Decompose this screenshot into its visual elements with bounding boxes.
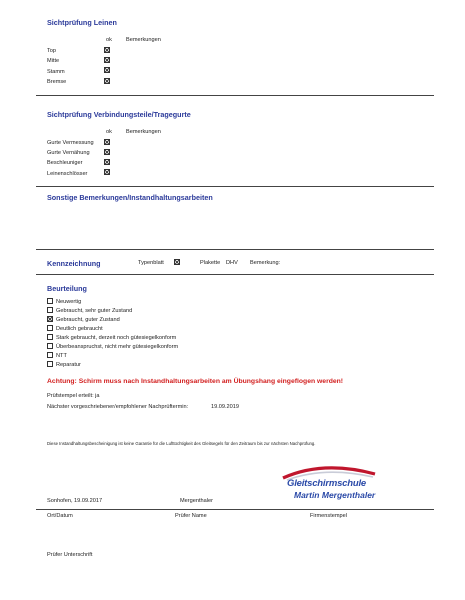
pruefer-unterschrift-label: Prüfer Unterschrift — [47, 552, 93, 558]
place-date-value: Sonhofen, 19.09.2017 — [47, 498, 103, 504]
pruefstempel-text: Prüfstempel erteilt: ja — [47, 393, 100, 399]
leinenschloesser-checkbox[interactable] — [104, 169, 110, 175]
leinen-item-label: Top — [47, 48, 57, 54]
leinen-bremse-checkbox[interactable] — [104, 78, 110, 84]
deutlich-gebraucht-checkbox[interactable] — [47, 325, 53, 331]
plakette-label: Plakette — [200, 260, 221, 266]
beurteilung-option-label: Überbeanspruchst, nicht mehr gütesiegelkonform — [56, 344, 179, 350]
verbindung-item-label: Gurte Vermessung — [47, 140, 94, 146]
sehr-guter-zustand-checkbox[interactable] — [47, 307, 53, 313]
beurteilung-option-label: Neuwertig — [56, 299, 82, 305]
leinen-top-checkbox[interactable] — [104, 47, 110, 53]
pruefer-name-value: Mergenthaler — [180, 498, 213, 504]
guter-zustand-checkbox[interactable] — [47, 316, 53, 322]
verbindung-item-label: Leinenschlösser — [47, 171, 88, 177]
warning-text: Achtung: Schirm muss nach Instandhaltungsarbeiten am Übungshang eingeflogen werden! — [47, 378, 344, 385]
stark-gebraucht-checkbox[interactable] — [47, 334, 53, 340]
logo-text-line1: Gleitschirmschule — [287, 478, 366, 489]
signature-line — [36, 509, 434, 510]
gurte-vernaehung-checkbox[interactable] — [104, 149, 110, 155]
disclaimer-text: Diese Instandhaltungsbescheinigung ist keine Garantie für die Lufttüchtigkeit des Gleitsegels für den Zeitraum bis zur nächsten Nachprüfung. — [47, 441, 316, 446]
school-logo — [277, 462, 381, 502]
column-ok-label: ok — [106, 37, 112, 43]
ntt-checkbox[interactable] — [47, 352, 53, 358]
leinen-item-label: Mitte — [47, 58, 60, 64]
verbindung-item-label: Beschleuniger — [47, 160, 83, 166]
typenblatt-checkbox[interactable] — [174, 259, 180, 265]
section-title-beurteilung: Beurteilung — [47, 284, 87, 293]
typenblatt-label: Typenblatt — [138, 260, 164, 266]
beurteilung-option-label: NTT — [56, 353, 67, 359]
ueberbeansprucht-checkbox[interactable] — [47, 343, 53, 349]
ort-datum-label: Ort/Datum — [47, 513, 73, 519]
column-ok-label: ok — [106, 129, 112, 135]
neuwertig-checkbox[interactable] — [47, 298, 53, 304]
section-title-verbindung: Sichtprüfung Verbindungsteile/Tragegurte — [47, 110, 191, 119]
logo-text-line2: Martin Mergenthaler — [294, 490, 376, 500]
verbindung-item-label: Gurte Vernähung — [47, 150, 90, 156]
naechster-termin-date: 19.09.2019 — [211, 404, 239, 410]
leinen-stamm-checkbox[interactable] — [104, 67, 110, 73]
beurteilung-option-label: Stark gebraucht, derzeit noch gütesiegelkonform — [56, 335, 177, 341]
column-remarks-label: Bemerkungen — [126, 37, 161, 43]
beurteilung-option-label: Deutlich gebraucht — [56, 326, 103, 332]
pruefer-name-label: Prüfer Name — [175, 513, 207, 519]
bemerkung-label: Bemerkung: — [250, 260, 281, 266]
beschleuniger-checkbox[interactable] — [104, 159, 110, 165]
section-title-kennzeichnung: Kennzeichnung — [47, 259, 101, 268]
column-remarks-label: Bemerkungen — [126, 129, 161, 135]
gurte-vermessung-checkbox[interactable] — [104, 139, 110, 145]
divider — [36, 274, 434, 275]
reparatur-checkbox[interactable] — [47, 361, 53, 367]
beurteilung-option-label: Gebraucht, guter Zustand — [56, 317, 120, 323]
firmenstempel-label: Firmenstempel — [310, 513, 347, 519]
section-title-sonstige: Sonstige Bemerkungen/Instandhaltungsarbeiten — [47, 193, 213, 202]
leinen-item-label: Bremse — [47, 79, 67, 85]
beurteilung-option-label: Gebraucht, sehr guter Zustand — [56, 308, 133, 314]
leinen-item-label: Stamm — [47, 69, 65, 75]
plakette-value: DHV — [226, 260, 238, 266]
beurteilung-option-label: Reparatur — [56, 362, 81, 368]
leinen-mitte-checkbox[interactable] — [104, 57, 110, 63]
divider — [36, 95, 434, 96]
section-title-leinen: Sichtprüfung Leinen — [47, 18, 117, 27]
divider — [36, 249, 434, 250]
divider — [36, 186, 434, 187]
naechster-termin-label: Nächster vorgeschriebener/empfohlener Nachprüftermin: — [47, 404, 189, 410]
